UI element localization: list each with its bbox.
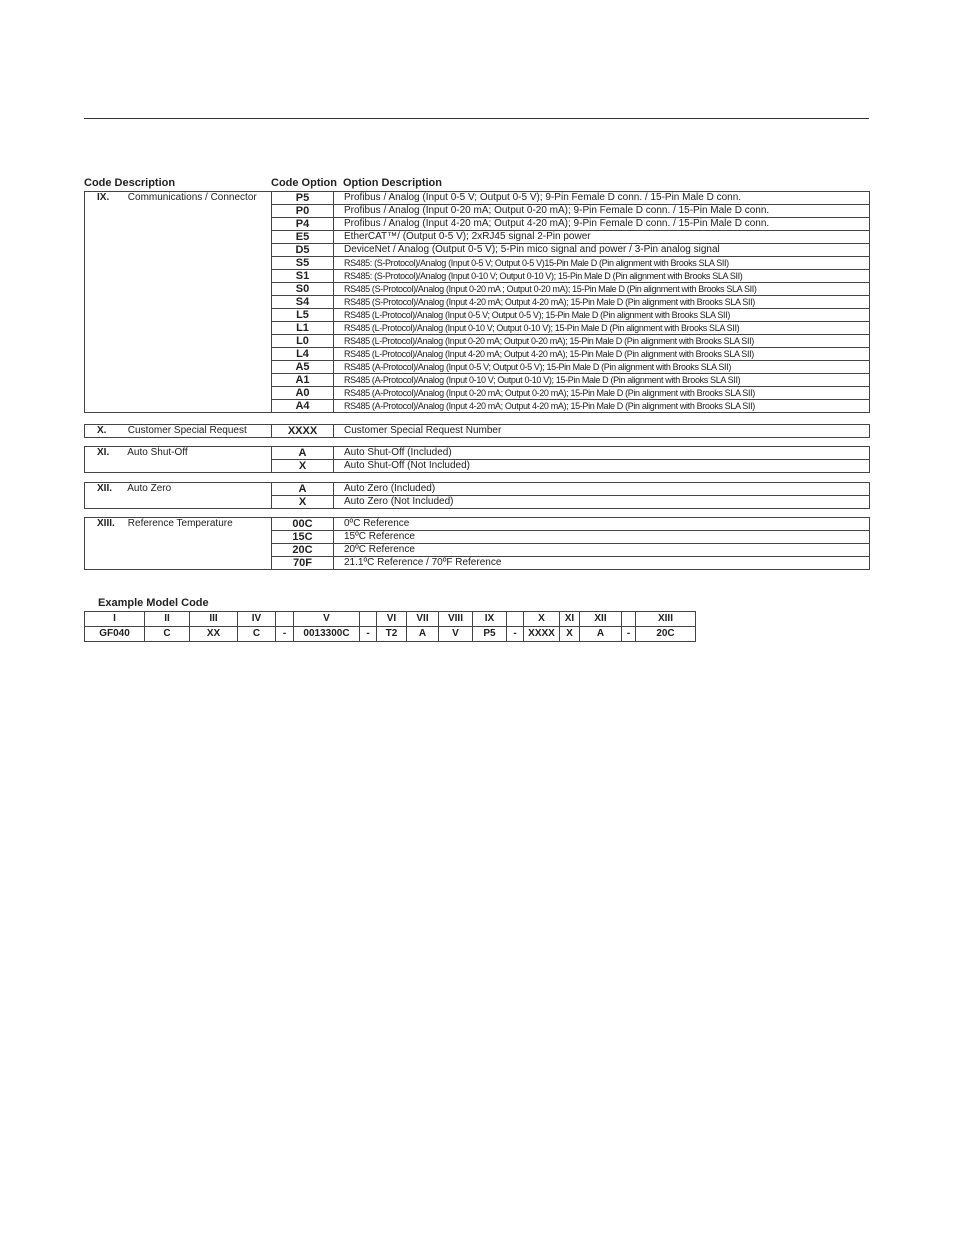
option-description: RS485 (A-Protocol)/Analog (Input 4-20 mA; Output 4-20 mA); 15-Pin Male D (Pin alignment with Brooks SLA SII) [334,400,870,413]
example-value-cell: XXXX [524,627,560,642]
section-x-table [84,424,870,438]
option-description: RS485 (S-Protocol)/Analog (Input 0-20 mA ; Output 0-20 mA); 15-Pin Male D (Pin alignment with Brooks SLA SII) [334,283,870,296]
section-xii-table [84,482,870,509]
option-description: 21.1ºC Reference / 70ºF Reference [334,557,870,570]
example-value-cell: A [580,627,622,642]
code-option: E5 [272,231,334,244]
code-option: A5 [272,361,334,374]
example-model-code-table [84,611,696,642]
example-value-cell: - [276,627,294,642]
code-option: D5 [272,244,334,257]
example-value-cell: - [622,627,636,642]
code-option: L4 [272,348,334,361]
section-label: Auto Zero [127,483,172,494]
code-option: L5 [272,309,334,322]
code-option: 00C [272,518,334,531]
code-option: X [272,496,334,509]
code-option: S1 [272,270,334,283]
example-value-row [85,627,696,642]
option-description: Auto Shut-Off (Not Included) [334,460,870,473]
example-header-cell: VIII [439,612,473,627]
example-header-cell: I [85,612,145,627]
option-description: RS485 (S-Protocol)/Analog (Input 4-20 mA; Output 4-20 mA); 15-Pin Male D (Pin alignment with Brooks SLA SII) [334,296,870,309]
example-value-cell: XX [190,627,238,642]
code-option: 70F [272,557,334,570]
example-header-cell: XIII [636,612,696,627]
option-description: Customer Special Request Number [334,425,870,438]
section-xiii-table [84,517,870,570]
example-header-cell: IX [473,612,507,627]
code-option: A1 [272,374,334,387]
section-xi-table [84,446,870,473]
example-header-row [85,612,696,627]
example-header-cell: V [294,612,360,627]
section-number: XI. [97,447,110,458]
section-ix-cell [85,192,272,413]
example-value-cell: - [507,627,524,642]
example-value-cell: V [439,627,473,642]
code-option: L1 [272,322,334,335]
option-description: RS485 (L-Protocol)/Analog (Input 0-10 V; Output 0-10 V); 15-Pin Male D (Pin alignment with Brooks SLA SII) [334,322,870,335]
top-rule [84,118,869,119]
option-description: Auto Shut-Off (Included) [334,447,870,460]
example-value-cell: C [238,627,276,642]
example-value-cell: T2 [377,627,407,642]
example-header-cell [276,612,294,627]
option-description: Profibus / Analog (Input 4-20 mA; Output 4-20 mA); 9-Pin Female D conn. / 15-Pin Male D conn. [334,218,870,231]
option-description: 0ºC Reference [334,518,870,531]
code-option: X [272,460,334,473]
option-description: DeviceNet / Analog (Output 0-5 V); 5-Pin mico signal and power / 3-Pin analog signal [334,244,870,257]
example-value-cell: 0013300C [294,627,360,642]
example-header-cell: III [190,612,238,627]
example-header-cell [360,612,377,627]
option-description: RS485 (L-Protocol)/Analog (Input 0-20 mA; Output 0-20 mA); 15-Pin Male D (Pin alignment with Brooks SLA SII) [334,335,870,348]
header-option-description: Option Description [343,177,442,189]
section-label: Customer Special Request [127,425,247,436]
option-description: RS485: (S-Protocol)/Analog (Input 0-10 V; Output 0-10 V); 15-Pin Male D (Pin alignment with Brooks SLA SII) [334,270,870,283]
example-value-cell: X [560,627,580,642]
code-option: 15C [272,531,334,544]
section-ix-table [84,191,870,413]
example-value-cell: GF040 [85,627,145,642]
option-description: RS485: (S-Protocol)/Analog (Input 0-5 V; Output 0-5 V)15-Pin Male D (Pin alignment with Brooks SLA SII) [334,257,870,270]
code-option: XXXX [272,425,334,438]
section-xiii-cell [85,518,272,570]
option-description: RS485 (A-Protocol)/Analog (Input 0-10 V; Output 0-10 V); 15-Pin Male D (Pin alignment with Brooks SLA SII) [334,374,870,387]
example-header-cell: IV [238,612,276,627]
section-x-cell [85,425,272,438]
code-option: A [272,483,334,496]
code-option: P4 [272,218,334,231]
section-xii-cell [85,483,272,509]
example-header-cell: XI [560,612,580,627]
section-label: Communications / Connector [127,192,257,203]
example-header-cell: II [145,612,190,627]
option-description: RS485 (L-Protocol)/Analog (Input 0-5 V; Output 0-5 V); 15-Pin Male D (Pin alignment with Brooks SLA SII) [334,309,870,322]
option-description: Auto Zero (Included) [334,483,870,496]
example-value-cell: C [145,627,190,642]
option-description: EtherCAT™/ (Output 0-5 V); 2xRJ45 signal 2-Pin power [334,231,870,244]
option-description: Profibus / Analog (Input 0-5 V; Output 0-5 V); 9-Pin Female D conn. / 15-Pin Male D conn. [334,192,870,205]
code-option: L0 [272,335,334,348]
option-description: 20ºC Reference [334,544,870,557]
code-option: S4 [272,296,334,309]
example-value-cell: - [360,627,377,642]
option-description: RS485 (L-Protocol)/Analog (Input 4-20 mA; Output 4-20 mA); 15-Pin Male D (Pin alignment with Brooks SLA SII) [334,348,870,361]
section-number: XII. [97,483,113,494]
code-option: P5 [272,192,334,205]
example-header-cell [622,612,636,627]
code-option: S0 [272,283,334,296]
header-code-option: Code Option [271,177,337,189]
example-header-cell: X [524,612,560,627]
option-description: Profibus / Analog (Input 0-20 mA; Output 0-20 mA); 9-Pin Female D conn. / 15-Pin Male D conn. [334,205,870,218]
example-value-cell: A [407,627,439,642]
header-code-description: Code Description [84,177,176,189]
code-option: P0 [272,205,334,218]
example-header-cell: VI [377,612,407,627]
section-number: XIII. [97,518,115,529]
example-value-cell: 20C [636,627,696,642]
example-header-cell [507,612,524,627]
section-label: Auto Shut-Off [127,447,188,458]
section-number: IX. [97,192,110,203]
code-option: A4 [272,400,334,413]
option-description: RS485 (A-Protocol)/Analog (Input 0-5 V; Output 0-5 V); 15-Pin Male D (Pin alignment with Brooks SLA SII) [334,361,870,374]
example-value-cell: P5 [473,627,507,642]
option-description: Auto Zero (Not Included) [334,496,870,509]
example-header-cell: VII [407,612,439,627]
example-model-code-title: Example Model Code [98,597,209,609]
code-option: 20C [272,544,334,557]
section-label: Reference Temperature [127,518,233,529]
option-description: RS485 (A-Protocol)/Analog (Input 0-20 mA; Output 0-20 mA); 15-Pin Male D (Pin alignment with Brooks SLA SII) [334,387,870,400]
option-description: 15ºC Reference [334,531,870,544]
code-option: S5 [272,257,334,270]
example-header-cell: XII [580,612,622,627]
section-xi-cell [85,447,272,473]
code-option: A [272,447,334,460]
section-number: X. [97,425,107,436]
code-option: A0 [272,387,334,400]
